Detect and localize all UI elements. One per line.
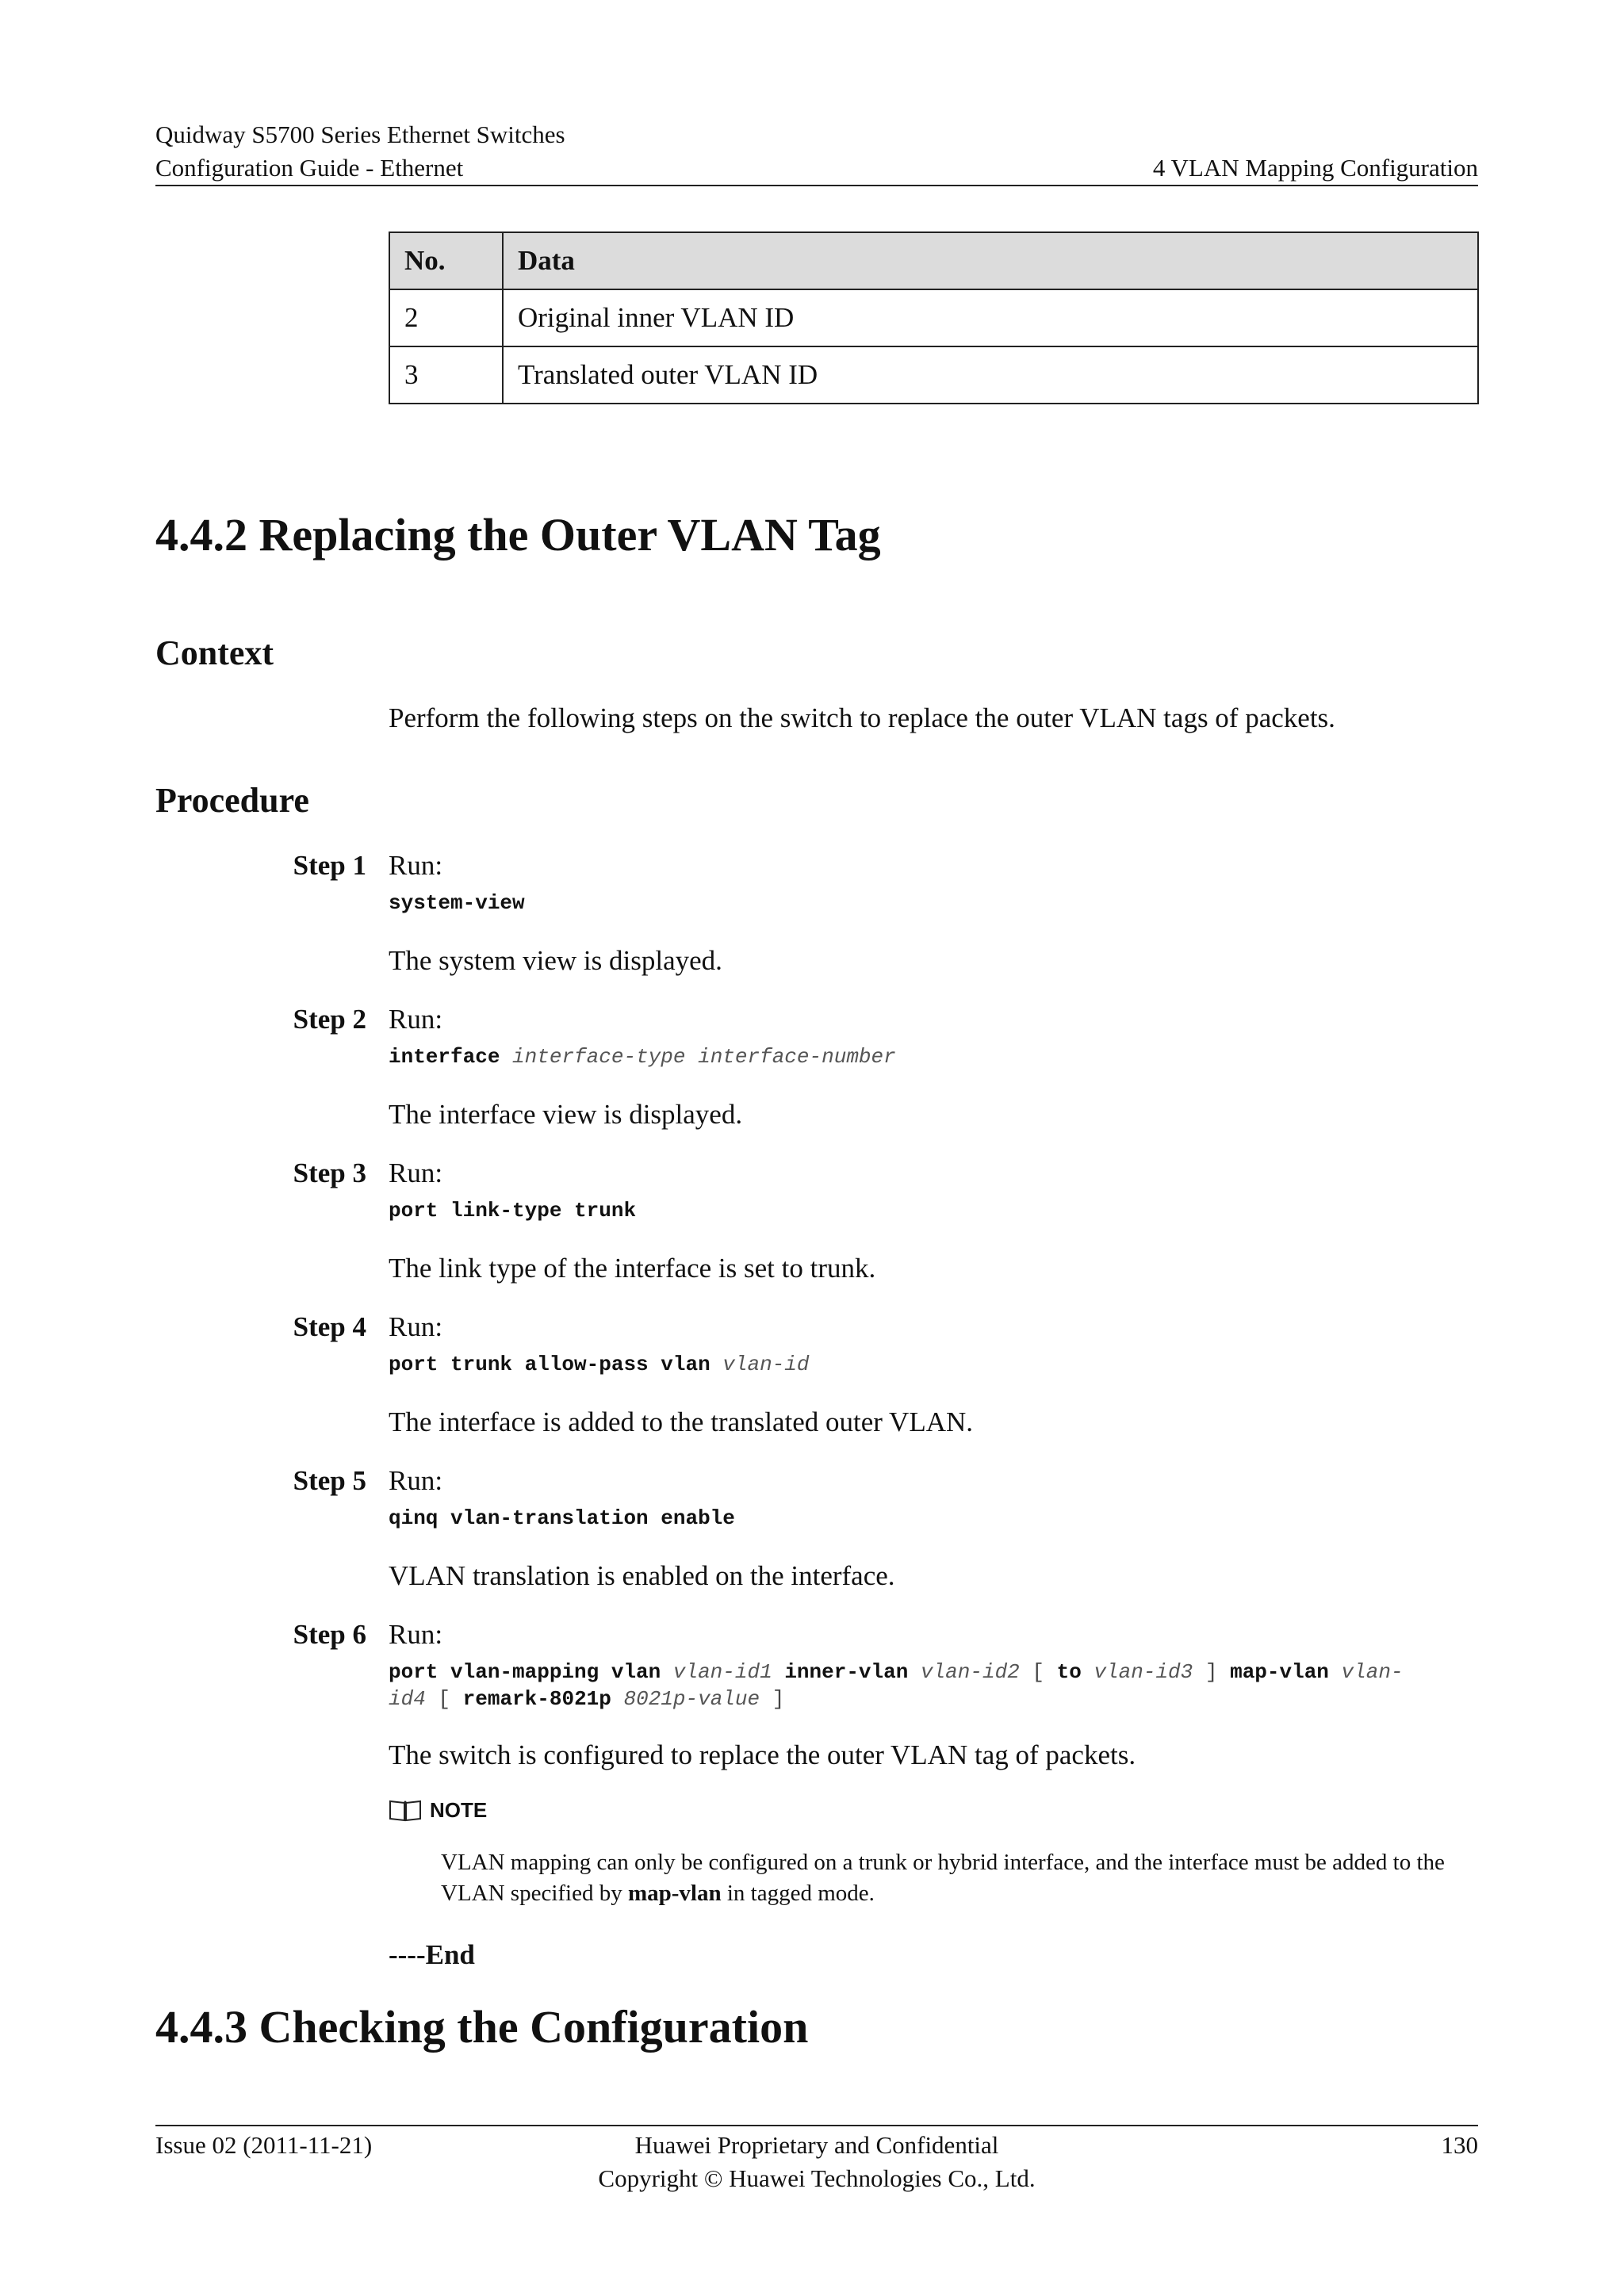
command-keyword: system-view: [389, 891, 525, 915]
step-run: Run:: [389, 1004, 443, 1035]
header-guide: Configuration Guide - Ethernet: [155, 154, 464, 182]
command-keyword: map-vlan: [1230, 1660, 1329, 1684]
step-run: Run:: [389, 1619, 443, 1650]
step-run: Run:: [389, 850, 443, 881]
step-command-continued: [389, 1686, 784, 1712]
step-run: Run:: [389, 1158, 443, 1188]
step-description: The link type of the interface is set to trunk.: [389, 1253, 876, 1284]
step-command: [389, 890, 525, 916]
command-bracket: [: [1032, 1660, 1044, 1684]
section-title: 4.4.2 Replacing the Outer VLAN Tag: [155, 509, 881, 561]
table-header-row: [389, 232, 1478, 289]
table-header-cell: No.: [389, 232, 503, 289]
command-argument: vlan-: [1341, 1660, 1404, 1684]
context-heading: Context: [155, 633, 274, 672]
step-command: [389, 1197, 636, 1224]
table-cell: Translated outer VLAN ID: [503, 346, 1478, 404]
step-description: The switch is configured to replace the outer VLAN tag of packets.: [389, 1739, 1136, 1770]
note-text-keyword: map-vlan: [627, 1881, 722, 1906]
step-description: The interface is added to the translated outer VLAN.: [389, 1406, 973, 1437]
footer-issue: Issue 02 (2011-11-21): [155, 2131, 373, 2159]
table-cell: 3: [389, 346, 503, 404]
note-label: NOTE: [430, 1798, 488, 1822]
note-text-part: in tagged mode.: [721, 1881, 875, 1906]
header-product: Quidway S5700 Series Ethernet Switches: [155, 121, 565, 148]
command-bracket: [: [438, 1687, 451, 1711]
command-argument: id4: [389, 1687, 426, 1711]
footer-copyright: Copyright © Huawei Technologies Co., Ltd.: [598, 2164, 1036, 2192]
command-keyword: remark-8021p: [462, 1687, 611, 1711]
command-keyword: to: [1056, 1660, 1082, 1684]
command-keyword: port vlan-mapping vlan: [389, 1660, 661, 1684]
table-cell: 2: [389, 289, 503, 346]
end-marker: ----End: [389, 1939, 475, 1970]
command-bracket: ]: [772, 1687, 785, 1711]
step-command: [389, 1505, 735, 1532]
footer-rule: [155, 2125, 1478, 2126]
book-icon: [389, 1798, 422, 1822]
command-bracket: ]: [1205, 1660, 1218, 1684]
procedure-heading: Procedure: [155, 781, 309, 820]
footer-page-number: 130: [1441, 2131, 1478, 2159]
step-command: [389, 1659, 1404, 1686]
step-run: Run:: [389, 1311, 443, 1342]
command-keyword: qinq vlan-translation enable: [389, 1506, 735, 1530]
step-label: Step 2: [293, 1004, 366, 1035]
data-table: [389, 232, 1479, 404]
command-argument: vlan-id2: [920, 1660, 1020, 1684]
table-cell: Original inner VLAN ID: [503, 289, 1478, 346]
command-argument: vlan-id: [722, 1353, 810, 1376]
step-label: Step 3: [293, 1158, 366, 1188]
footer-confidential: Huawei Proprietary and Confidential: [634, 2131, 999, 2159]
command-keyword: inner-vlan: [784, 1660, 909, 1684]
step-description: The interface view is displayed.: [389, 1099, 743, 1130]
step-label: Step 4: [293, 1311, 366, 1342]
command-argument: interface-type interface-number: [512, 1045, 896, 1069]
header-chapter: 4 VLAN Mapping Configuration: [1152, 154, 1478, 182]
context-text: Perform the following steps on the switch to replace the outer VLAN tags of packets.: [389, 702, 1335, 733]
table-row: [389, 346, 1478, 404]
note-text: [441, 1847, 1480, 1909]
step-description: VLAN translation is enabled on the interface.: [389, 1560, 895, 1591]
step-label: Step 1: [293, 850, 366, 881]
command-argument: vlan-id1: [672, 1660, 772, 1684]
command-argument: vlan-id3: [1094, 1660, 1193, 1684]
header-rule: [155, 185, 1478, 186]
command-keyword: interface: [389, 1045, 500, 1069]
step-command: [389, 1351, 810, 1378]
command-argument: 8021p-value: [623, 1687, 760, 1711]
step-description: The system view is displayed.: [389, 945, 722, 976]
note-header: [389, 1798, 487, 1822]
step-run: Run:: [389, 1465, 443, 1496]
table-header-cell: Data: [503, 232, 1478, 289]
note-text-part: VLAN mapping can only be configured on a trunk or hybrid interface, and the interface must be added to the VLAN specified by: [441, 1850, 1445, 1906]
command-keyword: port link-type trunk: [389, 1199, 637, 1223]
section-title: 4.4.3 Checking the Configuration: [155, 2001, 809, 2053]
command-keyword: port trunk allow-pass vlan: [389, 1353, 710, 1376]
step-label: Step 5: [293, 1465, 366, 1496]
step-label: Step 6: [293, 1619, 366, 1650]
step-command: [389, 1043, 896, 1070]
table-row: [389, 289, 1478, 346]
